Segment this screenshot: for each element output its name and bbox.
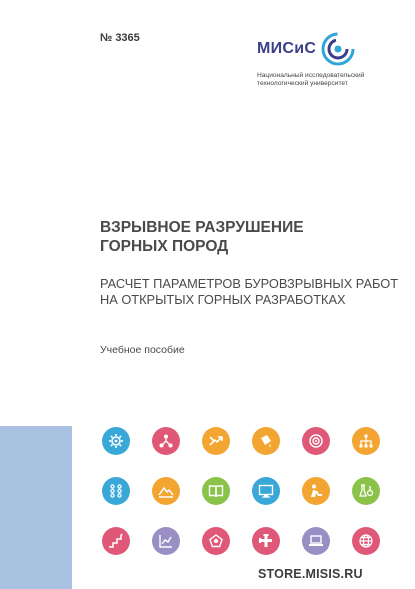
laptop-icon <box>302 527 330 555</box>
book-subtitle <box>100 276 400 308</box>
target-icon <box>302 427 330 455</box>
title-line1: ВЗРЫВНОЕ РАЗРУШЕНИЕ <box>100 219 304 236</box>
icon-grid <box>100 425 380 565</box>
university-logo <box>257 30 387 90</box>
pipe-icon <box>252 527 280 555</box>
worker-icon <box>302 477 330 505</box>
book-title <box>100 218 390 256</box>
chart-icon <box>152 527 180 555</box>
molecule-icon <box>152 427 180 455</box>
logo-subtitle-line2: технологический университет <box>257 80 348 87</box>
pentagon-icon <box>202 527 230 555</box>
bucket-icon <box>252 427 280 455</box>
title-line2: ГОРНЫХ ПОРОД <box>100 238 229 255</box>
stairs-icon <box>102 527 130 555</box>
arrows-icon <box>202 427 230 455</box>
mountain-icon <box>152 477 180 505</box>
subtitle-line2: НА ОТКРЫТЫХ ГОРНЫХ РАЗРАБОТКАХ <box>100 292 346 307</box>
document-number: № 3365 <box>100 32 140 44</box>
logo-name: МИСиС <box>257 40 317 57</box>
logo-mark-icon <box>321 32 355 66</box>
book-icon <box>202 477 230 505</box>
globe-icon <box>352 527 380 555</box>
document-type: Учебное пособие <box>100 344 185 356</box>
subtitle-line1: РАСЧЕТ ПАРАМЕТРОВ БУРОВЗРЫВНЫХ РАБОТ <box>100 276 399 291</box>
grid-dots-icon <box>102 477 130 505</box>
decorative-side-bar <box>0 426 72 589</box>
monitor-icon <box>252 477 280 505</box>
store-url[interactable]: STORE.MISIS.RU <box>258 567 363 581</box>
logo-subtitle <box>257 72 397 88</box>
lab-icon <box>352 477 380 505</box>
logo-subtitle-line1: Национальный исследовательский <box>257 72 365 79</box>
hierarchy-icon <box>352 427 380 455</box>
gear-icon <box>102 427 130 455</box>
